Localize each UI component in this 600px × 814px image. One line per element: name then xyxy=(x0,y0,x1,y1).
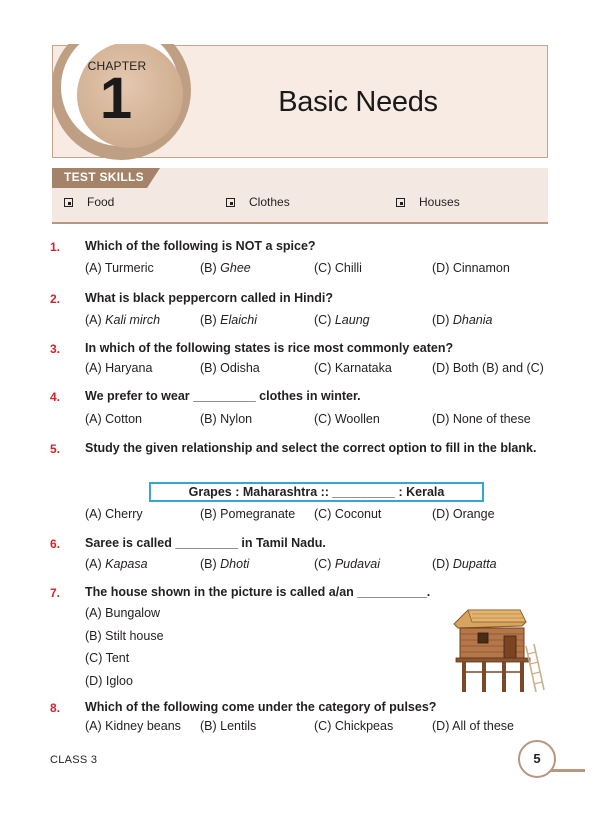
option-c[interactable]: (C) Chickpeas xyxy=(314,719,394,733)
skill-label: Houses xyxy=(419,195,460,209)
question-text: The house shown in the picture is called a/an __________. xyxy=(85,585,431,599)
question-number: 5. xyxy=(50,442,61,456)
question-text: Study the given relationship and select the correct option to fill in the blank. xyxy=(85,441,537,455)
option-d[interactable]: (D) None of these xyxy=(432,412,531,426)
option-d[interactable]: (D) Both (B) and (C) xyxy=(432,361,544,375)
question-text: Which of the following is NOT a spice? xyxy=(85,239,316,253)
question-number: 4. xyxy=(50,390,61,404)
option-b[interactable]: (B) Ghee xyxy=(200,261,251,275)
option-a[interactable]: (A) Turmeric xyxy=(85,261,154,275)
option-c[interactable]: (C) Tent xyxy=(85,651,130,665)
option-c[interactable]: (C) Coconut xyxy=(314,507,382,521)
checkbox-icon xyxy=(396,198,405,207)
skill-item-houses xyxy=(396,195,460,209)
question-number: 1. xyxy=(50,240,61,254)
skill-label: Clothes xyxy=(249,195,290,209)
option-a[interactable]: (A) Haryana xyxy=(85,361,153,375)
option-b[interactable]: (B) Pomegranate xyxy=(200,507,296,521)
option-a[interactable]: (A) Kidney beans xyxy=(85,719,181,733)
option-c[interactable]: (C) Karnataka xyxy=(314,361,392,375)
option-b[interactable]: (B) Dhoti xyxy=(200,557,250,571)
option-d[interactable]: (D) Cinnamon xyxy=(432,261,510,275)
option-d[interactable]: (D) Dupatta xyxy=(432,557,497,571)
skill-item-clothes xyxy=(226,195,290,209)
option-b[interactable]: (B) Nylon xyxy=(200,412,253,426)
question-text: In which of the following states is rice most commonly eaten? xyxy=(85,341,454,355)
checkbox-icon xyxy=(64,198,73,207)
option-d[interactable]: (D) Orange xyxy=(432,507,495,521)
chapter-label: CHAPTER xyxy=(87,59,147,73)
question-text: We prefer to wear _________ clothes in winter. xyxy=(85,389,361,403)
relationship-box: Grapes : Maharashtra :: _________ : Kerala xyxy=(149,482,484,502)
option-c[interactable]: (C) Laung xyxy=(314,313,370,327)
option-b[interactable]: (B) Elaichi xyxy=(200,313,257,327)
question-number: 8. xyxy=(50,701,61,715)
option-d[interactable]: (D) Igloo xyxy=(85,674,133,688)
question-text: Saree is called _________ in Tamil Nadu. xyxy=(85,536,326,550)
option-a[interactable]: (A) Cherry xyxy=(85,507,143,521)
question-number: 7. xyxy=(50,586,61,600)
question-text: What is black peppercorn called in Hindi? xyxy=(85,291,333,305)
divider xyxy=(52,222,548,224)
page-title: Basic Needs xyxy=(278,86,438,118)
skill-item-food xyxy=(64,195,114,209)
checkbox-icon xyxy=(226,198,235,207)
option-b[interactable]: (B) Odisha xyxy=(200,361,260,375)
footer-class-label: CLASS 3 xyxy=(50,754,98,766)
option-c[interactable]: (C) Chilli xyxy=(314,261,362,275)
question-text: Which of the following come under the category of pulses? xyxy=(85,700,437,714)
chapter-number: 1 xyxy=(99,66,133,131)
option-d[interactable]: (D) Dhania xyxy=(432,313,493,327)
test-skills-heading: TEST SKILLS xyxy=(64,170,144,184)
stilt-house-illustration xyxy=(448,606,548,696)
skill-label: Food xyxy=(87,195,115,209)
option-a[interactable]: (A) Bungalow xyxy=(85,606,161,620)
page-number: 5 xyxy=(518,740,556,778)
option-c[interactable]: (C) Pudavai xyxy=(314,557,381,571)
option-a[interactable]: (A) Kapasa xyxy=(85,557,148,571)
option-b[interactable]: (B) Stilt house xyxy=(85,629,164,643)
option-c[interactable]: (C) Woollen xyxy=(314,412,380,426)
option-a[interactable]: (A) Cotton xyxy=(85,412,142,426)
question-number: 3. xyxy=(50,342,61,356)
option-b[interactable]: (B) Lentils xyxy=(200,719,257,733)
question-number: 2. xyxy=(50,292,61,306)
option-a[interactable]: (A) Kali mirch xyxy=(85,313,161,327)
question-number: 6. xyxy=(50,537,61,551)
option-d[interactable]: (D) All of these xyxy=(432,719,514,733)
